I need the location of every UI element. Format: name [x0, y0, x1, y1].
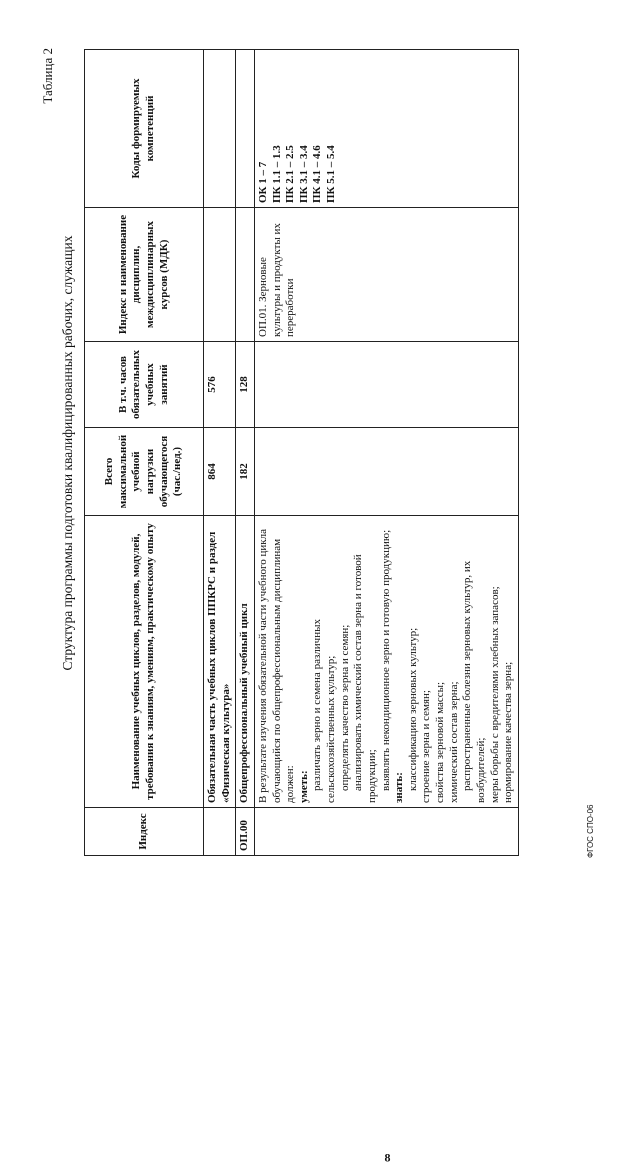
- page-number: 8: [384, 1150, 391, 1164]
- table-row-op01: [254, 49, 518, 855]
- knowledge-item: классификацию зерновых культур;: [406, 627, 419, 791]
- footer-code: ФГОС СПО-06: [586, 804, 595, 858]
- knowledge-item: нормирование качества зерна;: [502, 661, 515, 803]
- column-header-index: Индекс: [85, 807, 204, 855]
- column-header-discipline: Индекс и наименование дисциплин, междисциплинарных курсов (МДК): [85, 207, 204, 341]
- cell-discipline: [204, 207, 236, 341]
- table-label: Таблица 2: [40, 47, 55, 104]
- structure-table: [84, 49, 519, 856]
- skills-heading: уметь:: [297, 769, 310, 803]
- cell-index: [204, 807, 236, 855]
- cell-competencies: [254, 49, 518, 207]
- cell-total: 182: [236, 427, 255, 515]
- cell-classroom: 128: [236, 341, 255, 427]
- knowledge-item: распространенные болезни зерновых культур, их возбудителей;: [461, 560, 487, 803]
- competency-code: ПК 1.1 – 1.3: [270, 144, 283, 203]
- rotated-page: [40, 47, 600, 1164]
- column-header-total: Всего максимальной учебной нагрузки обучающегося (час./нед.): [85, 427, 204, 515]
- requirements-intro: В результате изучения обязательной части учебного цикла обучающийся по общепрофессиональным дисциплинам должен:: [256, 528, 297, 803]
- table-row-mandatory: [204, 49, 236, 855]
- cell-name: Обязательная часть учебных циклов ППКРС и раздел «Физическая культура»: [204, 515, 236, 807]
- cell-total: 864: [204, 427, 236, 515]
- skill-item: анализировать химический состав зерна и готовой продукции;: [352, 553, 378, 803]
- cell-requirements: [254, 515, 518, 807]
- competency-code: ПК 2.1 – 2.5: [284, 144, 297, 203]
- cell-discipline: ОП.01. Зерновые культуры и продукты их переработки: [254, 207, 518, 341]
- cell-classroom: [254, 341, 518, 427]
- competency-code: ОК 1 – 7: [256, 161, 269, 203]
- table-row-op: [236, 49, 255, 855]
- competency-code: ПК 5.1 – 5.4: [325, 144, 337, 203]
- competency-code: ПК 3.1 – 3.4: [297, 144, 310, 203]
- cell-index: [254, 807, 518, 855]
- cell-discipline: [236, 207, 255, 341]
- column-header-name: Наименование учебных циклов, разделов, модулей, требования к знаниям, умениям, практическому опыту: [85, 515, 204, 807]
- cell-index: ОП.00: [236, 807, 255, 855]
- knowledge-item: химический состав зерна;: [447, 680, 460, 803]
- knowledge-heading: знать:: [393, 771, 406, 803]
- competency-code: ПК 4.1 – 4.6: [311, 144, 324, 203]
- cell-competencies: [236, 49, 255, 207]
- skill-item: выявлять некондиционное зерно и готовую продукцию;: [379, 529, 392, 791]
- knowledge-item: меры борьбы с вредителями хлебных запасов;: [488, 585, 501, 803]
- knowledge-item: строение зерна и семян;: [420, 689, 433, 803]
- page-title: Структура программы подготовки квалифицированных рабочих, служащих: [60, 234, 75, 671]
- column-header-classroom: В т.ч. часов обязательных учебных занятий: [85, 341, 204, 427]
- skill-item: различать зерно и семена различных сельскохозяйственных культур;: [311, 618, 337, 803]
- knowledge-item: свойства зерновой массы;: [434, 681, 446, 803]
- table-header-row: [85, 49, 204, 855]
- cell-name: Общепрофессиональный учебный цикл: [236, 515, 255, 807]
- cell-total: [254, 427, 518, 515]
- column-header-competencies: Коды формируемых компетенций: [85, 49, 204, 207]
- cell-competencies: [204, 49, 236, 207]
- cell-classroom: 576: [204, 341, 236, 427]
- skill-item: определять качество зерна и семян;: [338, 624, 351, 791]
